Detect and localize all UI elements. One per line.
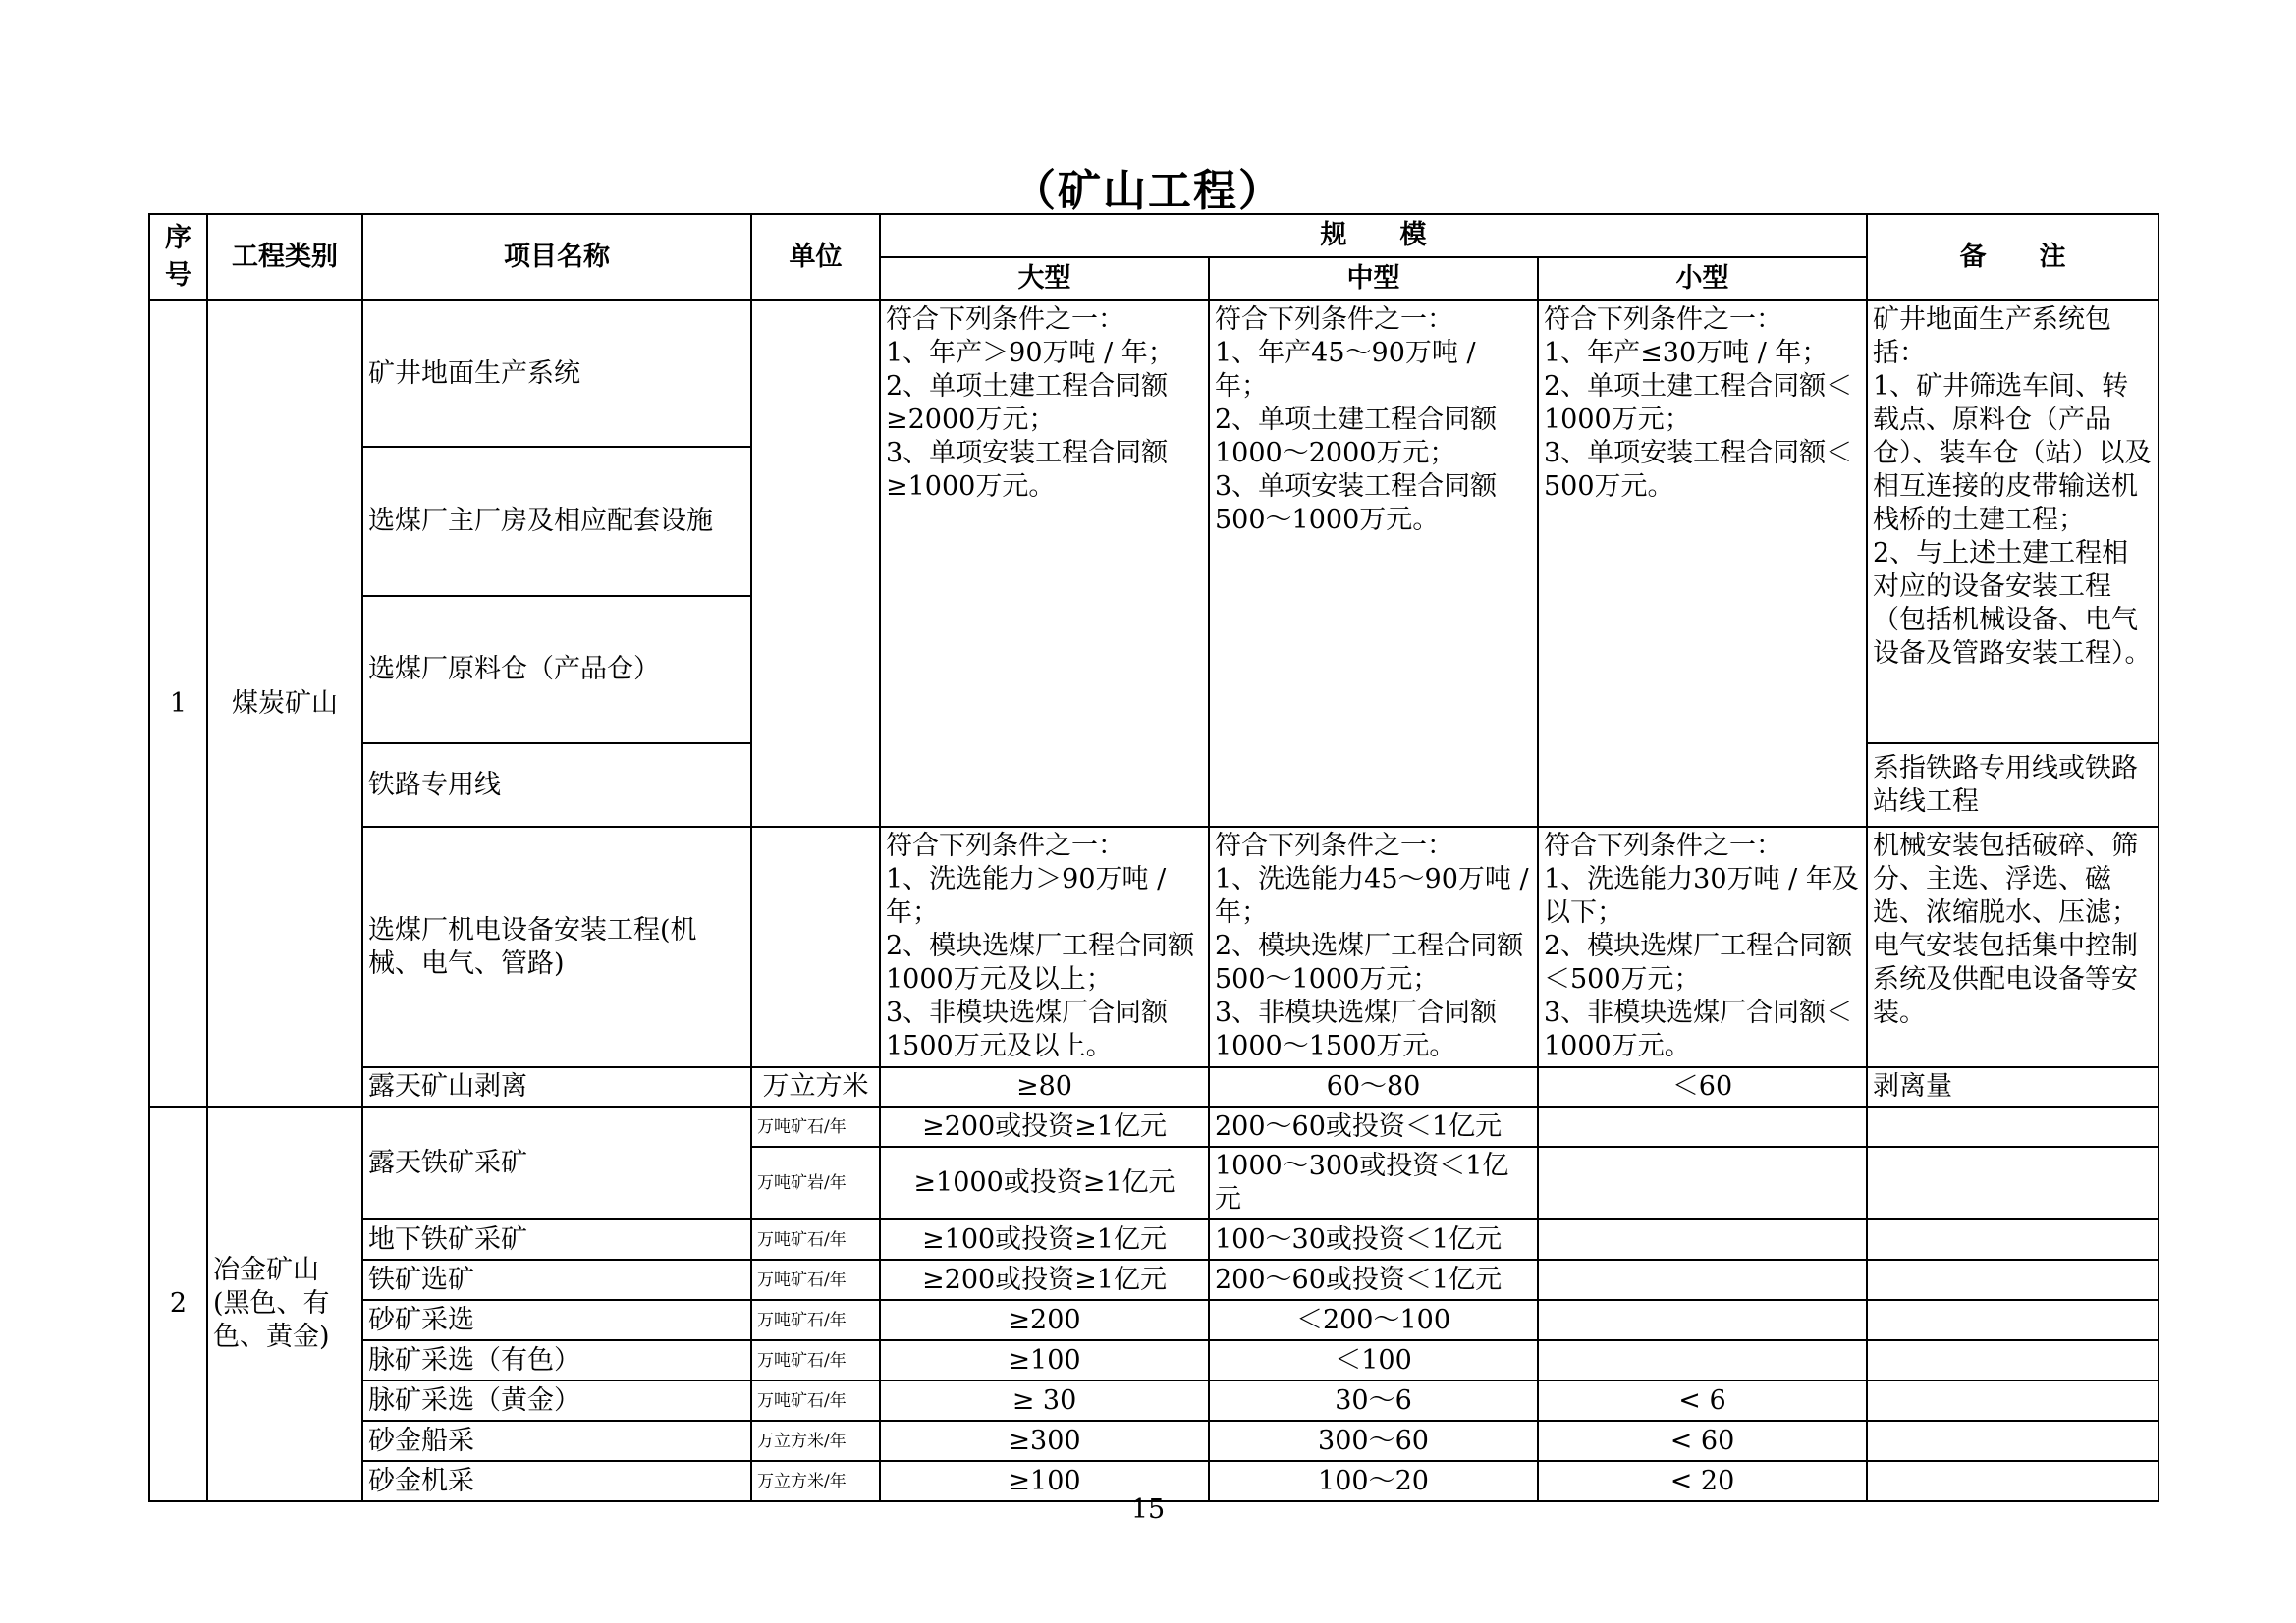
remark-cell: 矿井地面生产系统包括： 1、矿井筛选车间、转载点、原料仓（产品仓）、装车仓（站）以及相互连接的皮带输送机栈桥的土建工程； 2、与上述土建工程相对应的设备安装工程（包括机械设备、电气设备及管路安装工程）。	[1867, 300, 2159, 743]
unit-cell: 万吨矿石/年	[751, 1340, 880, 1380]
project-name: 选煤厂主厂房及相应配套设施	[362, 447, 751, 596]
scale-small	[1538, 1147, 1867, 1219]
header-small: 小型	[1538, 257, 1867, 300]
scale-medium: 符合下列条件之一： 1、年产45～90万吨 / 年； 2、单项土建工程合同额1000～2000万元； 3、单项安装工程合同额500～1000万元。	[1209, 300, 1538, 827]
unit-cell: 万立方米/年	[751, 1421, 880, 1461]
project-name: 露天矿山剥离	[362, 1067, 751, 1107]
scale-large: ≥200或投资≥1亿元	[880, 1107, 1209, 1147]
header-seq: 序 号	[149, 214, 207, 300]
header-remarks: 备 注	[1867, 214, 2159, 300]
project-name: 矿井地面生产系统	[362, 300, 751, 447]
unit-cell: 万吨矿石/年	[751, 1260, 880, 1300]
scale-medium: 30～6	[1209, 1380, 1538, 1421]
header-category: 工程类别	[207, 214, 362, 300]
scale-small	[1538, 1300, 1867, 1340]
remark-cell	[1867, 1340, 2159, 1380]
remark-cell: 机械安装包括破碎、筛分、主选、浮选、磁选、浓缩脱水、压滤；电气安装包括集中控制系统及供配电设备等安装。	[1867, 827, 2159, 1067]
project-name: 脉矿采选（有色）	[362, 1340, 751, 1380]
scale-large: ≥100	[880, 1340, 1209, 1380]
project-name: 砂金机采	[362, 1461, 751, 1501]
header-project: 项目名称	[362, 214, 751, 300]
scale-small: < 6	[1538, 1380, 1867, 1421]
remark-cell	[1867, 1421, 2159, 1461]
scale-large: ≥300	[880, 1421, 1209, 1461]
remark-cell	[1867, 1147, 2159, 1219]
remark-cell	[1867, 1219, 2159, 1260]
mining-scale-table	[148, 213, 2159, 1502]
header-large: 大型	[880, 257, 1209, 300]
header-unit: 单位	[751, 214, 880, 300]
unit-cell: 万吨矿石/年	[751, 1219, 880, 1260]
scale-large: ≥200	[880, 1300, 1209, 1340]
remark-cell: 剥离量	[1867, 1067, 2159, 1107]
scale-medium: 1000～300或投资＜1亿元	[1209, 1147, 1538, 1219]
scale-small	[1538, 1107, 1867, 1147]
project-name: 选煤厂原料仓（产品仓）	[362, 596, 751, 743]
scale-large: ≥100或投资≥1亿元	[880, 1219, 1209, 1260]
unit-cell	[751, 300, 880, 827]
project-name: 地下铁矿采矿	[362, 1219, 751, 1260]
unit-cell: 万吨矿石/年	[751, 1300, 880, 1340]
scale-large: ≥1000或投资≥1亿元	[880, 1147, 1209, 1219]
remark-cell	[1867, 1107, 2159, 1147]
scale-medium: ＜100	[1209, 1340, 1538, 1380]
scale-medium: 60～80	[1209, 1067, 1538, 1107]
scale-large: 符合下列条件之一： 1、洗选能力＞90万吨 / 年； 2、模块选煤厂工程合同额1000万元及以上； 3、非模块选煤厂合同额1500万元及以上。	[880, 827, 1209, 1067]
unit-cell: 万立方米/年	[751, 1461, 880, 1501]
unit-cell: 万吨矿岩/年	[751, 1147, 880, 1219]
scale-small	[1538, 1219, 1867, 1260]
category-metal: 冶金矿山 (黑色、有色、黄金)	[207, 1107, 362, 1501]
scale-large: 符合下列条件之一： 1、年产＞90万吨 / 年； 2、单项土建工程合同额≥2000万元； 3、单项安装工程合同额≥1000万元。	[880, 300, 1209, 827]
header-scale: 规 模	[880, 214, 1867, 257]
scale-small: < 20	[1538, 1461, 1867, 1501]
scale-small: 符合下列条件之一： 1、年产≤30万吨 / 年； 2、单项土建工程合同额＜1000万元； 3、单项安装工程合同额＜500万元。	[1538, 300, 1867, 827]
scale-large: ≥200或投资≥1亿元	[880, 1260, 1209, 1300]
scale-medium: 100～30或投资＜1亿元	[1209, 1219, 1538, 1260]
page-title: （矿山工程）	[1012, 166, 1284, 216]
project-name: 选煤厂机电设备安装工程(机械、电气、管路)	[362, 827, 751, 1067]
scale-small: < 60	[1538, 1421, 1867, 1461]
remark-cell	[1867, 1380, 2159, 1421]
scale-large: ≥80	[880, 1067, 1209, 1107]
scale-small: ＜60	[1538, 1067, 1867, 1107]
unit-cell: 万吨矿石/年	[751, 1380, 880, 1421]
scale-medium: 200～60或投资＜1亿元	[1209, 1107, 1538, 1147]
unit-cell	[751, 827, 880, 1067]
remark-cell	[1867, 1260, 2159, 1300]
scale-small	[1538, 1260, 1867, 1300]
scale-medium: 200～60或投资＜1亿元	[1209, 1260, 1538, 1300]
category-coal: 煤炭矿山	[207, 300, 362, 1107]
unit-cell: 万立方米	[751, 1067, 880, 1107]
seq-metal: 2	[149, 1107, 207, 1501]
project-name: 铁矿选矿	[362, 1260, 751, 1300]
scale-small: 符合下列条件之一： 1、洗选能力30万吨 / 年及以下； 2、模块选煤厂工程合同额＜500万元； 3、非模块选煤厂合同额＜1000万元。	[1538, 827, 1867, 1067]
remark-cell	[1867, 1300, 2159, 1340]
scale-medium: ＜200～100	[1209, 1300, 1538, 1340]
project-name: 脉矿采选（黄金）	[362, 1380, 751, 1421]
remark-cell: 系指铁路专用线或铁路站线工程	[1867, 743, 2159, 827]
scale-small	[1538, 1340, 1867, 1380]
page-number: 15	[1130, 1494, 1166, 1525]
project-name: 露天铁矿采矿	[362, 1107, 751, 1219]
scale-medium: 100～20	[1209, 1461, 1538, 1501]
scale-large: ≥ 30	[880, 1380, 1209, 1421]
scale-large: ≥100	[880, 1461, 1209, 1501]
project-name: 砂金船采	[362, 1421, 751, 1461]
project-name: 铁路专用线	[362, 743, 751, 827]
unit-cell: 万吨矿石/年	[751, 1107, 880, 1147]
header-medium: 中型	[1209, 257, 1538, 300]
project-name: 砂矿采选	[362, 1300, 751, 1340]
seq-coal: 1	[149, 300, 207, 1107]
scale-medium: 300～60	[1209, 1421, 1538, 1461]
scale-medium: 符合下列条件之一： 1、洗选能力45～90万吨 / 年； 2、模块选煤厂工程合同额500～1000万元； 3、非模块选煤厂合同额1000～1500万元。	[1209, 827, 1538, 1067]
